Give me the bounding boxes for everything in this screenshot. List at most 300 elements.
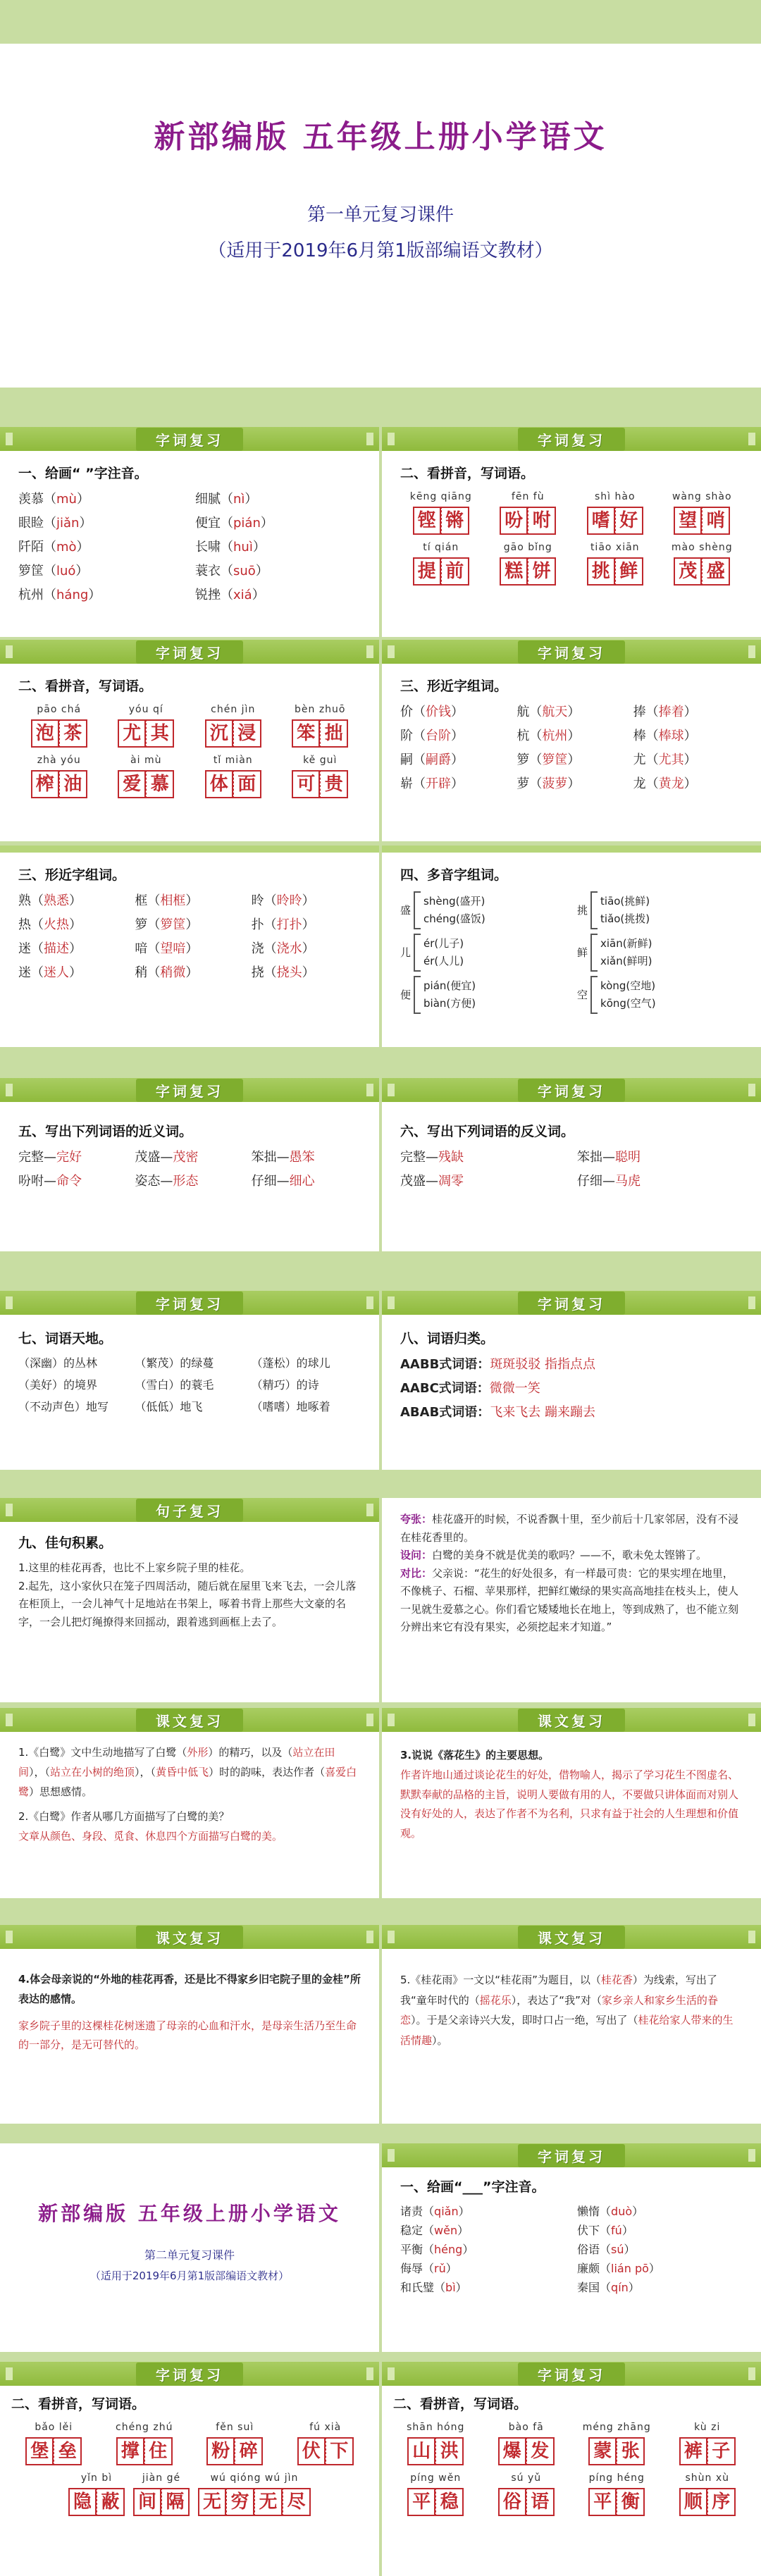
paren-open: （ (264, 965, 277, 981)
char-box: 前 (441, 557, 469, 586)
rhetoric-label: 设问： (400, 1549, 433, 1561)
paren-close: ） (451, 753, 464, 768)
char-boxes (118, 770, 174, 798)
char-box: 榨 (31, 770, 59, 798)
rhetoric-label: 对比： (400, 1566, 433, 1580)
cover-title: 新部编版 五年级上册小学语文 (38, 2202, 341, 2225)
paren-open: （ (147, 893, 161, 909)
paren-open: （ (264, 941, 277, 957)
pinyin-label: jiàn gé (142, 2472, 181, 2484)
pinyin-label: gāo bǐng (503, 542, 552, 554)
char-box: 蔽 (97, 2488, 125, 2516)
paren-close: ） (245, 492, 258, 507)
word-cell (665, 2471, 750, 2516)
annotate-word: 便宜 (195, 516, 221, 531)
annotate-word: 眼睑 (18, 516, 44, 531)
word-cell (280, 702, 361, 748)
word-world-grid (18, 1355, 361, 1416)
classify-words: 飞来飞去 蹦来蹦去 (490, 1405, 596, 1420)
annotate-item (195, 490, 361, 509)
section-title: 二、看拼音，写词语。 (11, 2396, 146, 2412)
slide-synonyms (0, 1078, 379, 1251)
word-world-item: （深幽）的丛林 (18, 1356, 98, 1370)
brace-icon (590, 934, 598, 972)
paren-open: （ (44, 564, 56, 579)
band-label: 字词复习 (136, 2363, 243, 2386)
pair-word: 茂盛 (135, 1150, 161, 1165)
slide-band (0, 1498, 379, 1522)
dash: — (276, 1150, 290, 1165)
rhetoric-text: 桂花盛开的时候，不说香飘十里，至少前后十几家邻居，没有不浸在桂花香里的。 (400, 1513, 739, 1544)
reading: shèng(盛开) (423, 895, 485, 908)
polyphone-char: 便 (400, 988, 412, 1001)
pair-word: 吩咐 (18, 1174, 44, 1189)
sentence-1: 1.这里的桂花再香，也比不上家乡院子里的桂花。 (18, 1561, 251, 1575)
polyphone-grid (400, 891, 743, 1014)
paren-open: （ (31, 941, 44, 957)
section-title: 二、看拼音，写词语。 (18, 679, 153, 694)
pinyin-label: zhà yóu (37, 755, 81, 767)
char-box: 嗜 (587, 507, 615, 535)
antonym-grid (400, 1148, 743, 1191)
char-box: 铿 (413, 507, 441, 535)
paren-close: ） (302, 917, 315, 933)
similar-word: 嗣爵 (426, 753, 451, 768)
word-cell (18, 702, 100, 748)
band-label: 字词复习 (518, 640, 625, 664)
slide-word-world (0, 1291, 379, 1470)
char-box: 拙 (320, 719, 348, 748)
classify-words: 斑斑驳驳 指指点点 (490, 1357, 596, 1373)
word-world-item: （嗜嗜）地啄着 (251, 1400, 330, 1414)
char-boxes (297, 2437, 354, 2465)
word-world-item: （不动声色）地写 (18, 1400, 109, 1414)
similar-char: 迷 (18, 941, 31, 957)
annotate-item (577, 2222, 743, 2240)
reading: kōng(空气) (600, 997, 656, 1010)
band-label: 字词复习 (518, 2144, 625, 2167)
annotate-item (400, 2203, 566, 2221)
dash: — (602, 1150, 615, 1165)
paren-close: ） (567, 729, 581, 744)
char-box: 平 (588, 2488, 617, 2516)
similar-item (516, 750, 626, 770)
paren-open: （ (413, 729, 426, 744)
paren-close: ） (185, 941, 199, 957)
polyphone-readings (600, 977, 656, 1014)
pinyin-label: wàng shào (672, 491, 732, 503)
similar-word: 昤昤 (276, 893, 302, 909)
pair-answer: 愚笨 (289, 1150, 315, 1165)
band-label: 句子复习 (136, 1499, 243, 1522)
paren-close: ） (451, 705, 464, 720)
similar-word: 价钱 (426, 705, 451, 720)
band-label: 字词复习 (136, 428, 243, 451)
word-row (18, 753, 361, 798)
slide-band (0, 1291, 379, 1315)
pinyin-label: yóu qí (128, 704, 163, 716)
word-cell (283, 2420, 369, 2465)
slide-write-words (382, 427, 761, 637)
char-box: 锵 (441, 507, 469, 535)
word-cell (393, 2420, 478, 2465)
paren-open: （ (434, 2280, 446, 2294)
char-boxes (407, 2437, 464, 2465)
slide-pinyin-annotate (0, 427, 379, 637)
similar-word: 挠头 (276, 965, 302, 981)
slide-text-review-1 (0, 1708, 379, 1898)
dash: — (276, 1174, 290, 1189)
similar-item (252, 963, 361, 983)
pinyin-label: kù zi (694, 2422, 721, 2434)
paren-open: （ (600, 2280, 612, 2294)
annotate-item (18, 538, 184, 557)
char-box: 洪 (435, 2437, 464, 2465)
char-boxes (588, 2437, 645, 2465)
cover-note: （适用于2019年6月第1版部编语文教材） (89, 2270, 290, 2282)
paren-open: （ (413, 776, 426, 792)
word-cell (18, 753, 100, 798)
annotate-pinyin: héng (434, 2243, 463, 2257)
word-row (393, 2420, 750, 2465)
pinyin-label: chén jìn (211, 704, 256, 716)
paren-close: ） (628, 2280, 640, 2294)
cover-subtitle: 第一单元复习课件 (307, 204, 454, 225)
similar-word: 熟悉 (44, 893, 69, 909)
annotate-word: 伏下 (577, 2224, 600, 2238)
question-3: 3.说说《落花生》的主要思想。 (400, 1749, 550, 1761)
annotate-word: 俗语 (577, 2243, 600, 2257)
char-boxes (679, 2488, 736, 2516)
similar-char: 昤 (251, 893, 264, 909)
annotate-item (400, 2222, 566, 2240)
char-box: 无 (198, 2488, 226, 2516)
annotate-word: 秦国 (577, 2280, 600, 2294)
paren-open: （ (423, 2224, 435, 2238)
slide-rhetoric (382, 1498, 761, 1702)
word-cell (400, 540, 482, 586)
annotate-word: 和氏璧 (400, 2280, 435, 2294)
slide-band (382, 1708, 761, 1732)
polyphone-readings (423, 977, 476, 1014)
similar-word: 迷人 (44, 965, 69, 981)
paren-close: ） (88, 588, 101, 602)
section-title: 五、写出下列词语的近义词。 (18, 1124, 193, 1139)
polyphone-readings (600, 934, 652, 972)
annotate-item (18, 490, 184, 509)
pair-answer: 细心 (289, 1174, 315, 1189)
char-box: 油 (59, 770, 87, 798)
pair-word: 仔细 (251, 1174, 277, 1189)
similar-word: 开辟 (426, 776, 451, 792)
char-boxes (587, 507, 643, 535)
brace-icon (590, 976, 598, 1014)
section-title: 八、词语归类。 (400, 1331, 495, 1346)
classify-item (400, 1355, 743, 1375)
paren-open: （ (413, 705, 426, 720)
pinyin-label: kě guì (303, 755, 338, 767)
word-cell (198, 2471, 311, 2516)
slide-band (0, 1925, 379, 1949)
word-row (11, 2420, 368, 2465)
paren-close: ） (621, 2224, 633, 2238)
section-title: 三、形近字组词。 (18, 867, 126, 883)
pair-answer: 命令 (56, 1174, 82, 1189)
annotate-pinyin: lián pō (611, 2261, 649, 2275)
pinyin-label: yǐn bì (80, 2472, 113, 2484)
dash: — (602, 1174, 615, 1189)
similar-grid (18, 891, 361, 983)
annotate-pinyin: jiǎn (56, 516, 80, 531)
similar-char: 萝 (516, 776, 530, 792)
slide-text-review-4 (382, 1925, 761, 2124)
annotate-pinyin: pián (233, 516, 261, 531)
word-world-item: （繁茂）的绿蔓 (135, 1356, 214, 1370)
paren-close: ） (683, 729, 697, 744)
pair-item (252, 1172, 361, 1191)
polyphone-item (577, 891, 743, 929)
pair-word: 完整 (400, 1150, 426, 1165)
annotate-item (195, 538, 361, 557)
pinyin-label: pāo chá (37, 704, 82, 716)
pair-item (135, 1172, 244, 1191)
band-label: 字词复习 (136, 1079, 243, 1102)
char-boxes (292, 770, 348, 798)
polyphone-char: 挑 (577, 903, 588, 917)
pinyin-label: bèn zhuō (295, 704, 346, 716)
paren-open: （ (221, 516, 233, 531)
cover-slide-unit2 (0, 2143, 379, 2352)
paren-close: ） (302, 893, 315, 909)
reading: ér(儿子) (423, 937, 464, 950)
cover-title: 新部编版 五年级上册小学语文 (154, 119, 607, 155)
similar-item (252, 939, 361, 959)
brace-icon (590, 891, 598, 929)
paren-close: ） (185, 965, 199, 981)
slide-pinyin-annotate-2 (382, 2143, 761, 2352)
paren-open: （ (645, 776, 659, 792)
similar-word: 稍微 (160, 965, 186, 981)
pair-word: 笨拙 (577, 1150, 602, 1165)
char-box: 哨 (702, 507, 730, 535)
char-box: 咐 (528, 507, 556, 535)
band-label: 课文复习 (518, 1926, 625, 1949)
dash: — (426, 1174, 438, 1189)
pinyin-label: tiāo xiān (590, 542, 640, 554)
polyphone-item (577, 976, 743, 1014)
question-4: 4.体会母亲说的“外地的桂花再香，还是比不得家乡旧宅院子里的金桂”所表达的感情。 (18, 1973, 361, 2005)
similar-word: 望喑 (160, 941, 186, 957)
slide-band (0, 2362, 379, 2386)
paren-open: （ (529, 753, 543, 768)
paren-close: ） (683, 776, 697, 792)
pinyin-label: shān hóng (407, 2422, 465, 2434)
polyphone-char: 鲜 (577, 946, 588, 959)
annotate-item (18, 514, 184, 533)
similar-char: 扑 (251, 917, 264, 933)
answer-4: 家乡院子里的这棵桂花树迷遗了母亲的心血和汗水，是母亲生活乃至生命的一部分，是无可替代的。 (18, 2019, 357, 2052)
rhetoric-text: 父亲说：“花生的好处很多，有一样最可贵：它的果实埋在地里，不像桃子、石榴、苹果那样，把鲜红嫩绿的果实高高地挂在枝头上，使人一见就生爱慕之心。你们看它矮矮地长在地上，等到成熟了，也不能立刻分辨出来它有没有果实，必须挖起来才知道。” (400, 1566, 739, 1633)
paren-open: （ (31, 917, 44, 933)
paren-open: （ (147, 917, 161, 933)
char-box: 好 (615, 507, 643, 535)
paren-open: （ (44, 492, 56, 507)
slide-word-classify (382, 1291, 761, 1470)
annotate-item (577, 2279, 743, 2297)
pair-item (400, 1148, 566, 1168)
annotate-word: 锐挫 (195, 588, 221, 602)
word-cell (192, 702, 274, 748)
pinyin-label: píng héng (588, 2472, 645, 2484)
pinyin-label: shùn xù (685, 2472, 730, 2484)
annotate-word: 杭州 (18, 588, 44, 602)
cover-subtitle: 第二单元复习课件 (144, 2248, 235, 2262)
similar-item (516, 702, 626, 722)
char-box: 望 (674, 507, 702, 535)
dash: — (426, 1150, 438, 1165)
band-label: 课文复习 (136, 1709, 243, 1732)
annotate-item (400, 2279, 566, 2297)
char-box: 浸 (233, 719, 261, 748)
word-cell (102, 2420, 187, 2465)
sentence-2: 2.起先，这小家伙只在笼子四周活动，随后就在屋里飞来飞去，一会儿落在柜顶上，一会儿神气十足地站在书架上，啄着书背上那些大文豪的名字，一会儿把灯绳撩得来回摇动，跟着逃到画框上去了。 (18, 1579, 357, 1628)
pair-word: 仔细 (577, 1174, 602, 1189)
paren-close: ） (79, 516, 92, 531)
similar-item (18, 915, 128, 935)
section-title: 二、看拼音，写词语。 (400, 466, 535, 481)
answer-3: 作者许地山通过谈论花生的好处，借物喻人，揭示了学习花生不图虚名、默默奉献的品格的主旨，说明人要做有用的人，不要做只讲体面而对别人没有好处的人，表达了作者不为名利，只求有益于社会的人生理想和价值观。 (400, 1768, 739, 1840)
annotate-pinyin: nì (233, 492, 245, 507)
paren-close: ） (185, 917, 199, 933)
rhetoric-text: 白鹭的美身不就是优美的歌吗？——不，歌未免太铿锵了。 (432, 1549, 707, 1561)
similar-item (18, 939, 128, 959)
similar-char: 价 (400, 705, 413, 720)
similar-item (633, 726, 743, 746)
char-box: 鲜 (615, 557, 643, 586)
paren-open: （ (221, 540, 233, 555)
word-cell (574, 540, 656, 586)
slide-write-words-3 (0, 2362, 379, 2576)
similar-word: 台阶 (426, 729, 451, 744)
similar-char: 崭 (400, 776, 413, 792)
annotate-pinyin: huì (233, 540, 253, 555)
pinyin-label: méng zhāng (582, 2422, 651, 2434)
word-cell (393, 2471, 478, 2516)
paren-close: ） (451, 729, 464, 744)
similar-char: 航 (516, 705, 530, 720)
word-row (11, 2471, 368, 2516)
section-title: 一、给画“ ”字注音。 (18, 466, 148, 481)
pair-answer: 凋零 (438, 1174, 464, 1189)
similar-item (135, 963, 244, 983)
pair-answer: 马虎 (615, 1174, 641, 1189)
pair-word: 茂盛 (400, 1174, 426, 1189)
pair-item (577, 1172, 743, 1191)
paren-close: ） (455, 2280, 467, 2294)
similar-item (633, 774, 743, 794)
word-row (400, 490, 743, 535)
similar-char: 阶 (400, 729, 413, 744)
paren-open: （ (221, 588, 233, 602)
slide-similar-chars (382, 640, 761, 841)
pair-answer: 茂密 (173, 1150, 199, 1165)
similar-char: 捧 (633, 705, 646, 720)
annotate-item (195, 562, 361, 581)
slide-text-review-2 (382, 1708, 761, 1898)
synonym-grid (18, 1148, 361, 1191)
similar-item (18, 963, 128, 983)
char-box: 泡 (31, 719, 59, 748)
similar-char: 挠 (251, 965, 264, 981)
similar-item (633, 702, 743, 722)
annotate-grid (400, 2203, 743, 2296)
paren-close: ） (683, 705, 697, 720)
reading: chéng(盛饭) (423, 912, 485, 926)
section-title: 二、看拼音，写词语。 (393, 2396, 528, 2412)
section-title: 一、给画“___”字注音。 (400, 2179, 545, 2195)
pair-item (577, 1148, 743, 1168)
similar-word: 杭州 (542, 729, 568, 744)
slide-band (382, 1078, 761, 1102)
char-box: 爆 (498, 2437, 526, 2465)
paren-open: （ (529, 729, 543, 744)
char-box: 衡 (617, 2488, 645, 2516)
word-world-item: （美好）的境界 (18, 1378, 98, 1392)
paren-open: （ (645, 729, 659, 744)
char-box: 其 (146, 719, 174, 748)
pair-answer: 聪明 (615, 1150, 641, 1165)
char-box: 穷 (226, 2488, 254, 2516)
similar-word: 菠萝 (542, 776, 568, 792)
polyphone-char: 盛 (400, 903, 412, 917)
annotate-word: 廉颇 (577, 2261, 600, 2275)
char-boxes (674, 557, 730, 586)
similar-char: 熟 (18, 893, 31, 909)
reading: xiǎn(鲜明) (600, 955, 652, 968)
similar-word: 航天 (542, 705, 568, 720)
pair-item (400, 1172, 566, 1191)
reading: kòng(空地) (600, 979, 656, 993)
char-box: 裤 (679, 2437, 707, 2465)
word-cell (662, 490, 743, 535)
pinyin-label: bǎo lěi (35, 2422, 73, 2434)
slide-band-thin (382, 846, 761, 853)
annotate-pinyin: mù (56, 492, 77, 507)
paren-close: ） (462, 2243, 474, 2257)
annotate-pinyin: háng (56, 588, 89, 602)
paren-open: （ (600, 2243, 612, 2257)
slide-band (382, 1925, 761, 1949)
annotate-item (400, 2241, 566, 2259)
paren-open: （ (44, 516, 56, 531)
paren-open: （ (600, 2224, 612, 2238)
char-boxes (205, 770, 261, 798)
paren-close: ） (458, 2205, 470, 2219)
question-5: 5.《桂花雨》一文以“桂花雨”为题目，以（桂花香）为线索，写出了我“童年时代的（摇花乐），表达了“我”对（家乡亲人和家乡生活的眷恋）。于是父亲诗兴大发，即时口占一绝，写出了（桂花给家人带来的生活情趣）。 (400, 1974, 734, 2047)
pinyin-label: tǐ miàn (213, 755, 253, 767)
dash: — (160, 1174, 173, 1189)
annotate-item (195, 514, 361, 533)
word-cell (488, 540, 569, 586)
pinyin-label: fú xià (309, 2422, 342, 2434)
char-box: 笨 (292, 719, 320, 748)
char-box: 堡 (25, 2437, 54, 2465)
char-box: 体 (205, 770, 233, 798)
word-cell (484, 2471, 569, 2516)
char-box: 茂 (674, 557, 702, 586)
similar-char: 嗣 (400, 753, 413, 768)
annotate-pinyin: wěn (434, 2224, 458, 2238)
